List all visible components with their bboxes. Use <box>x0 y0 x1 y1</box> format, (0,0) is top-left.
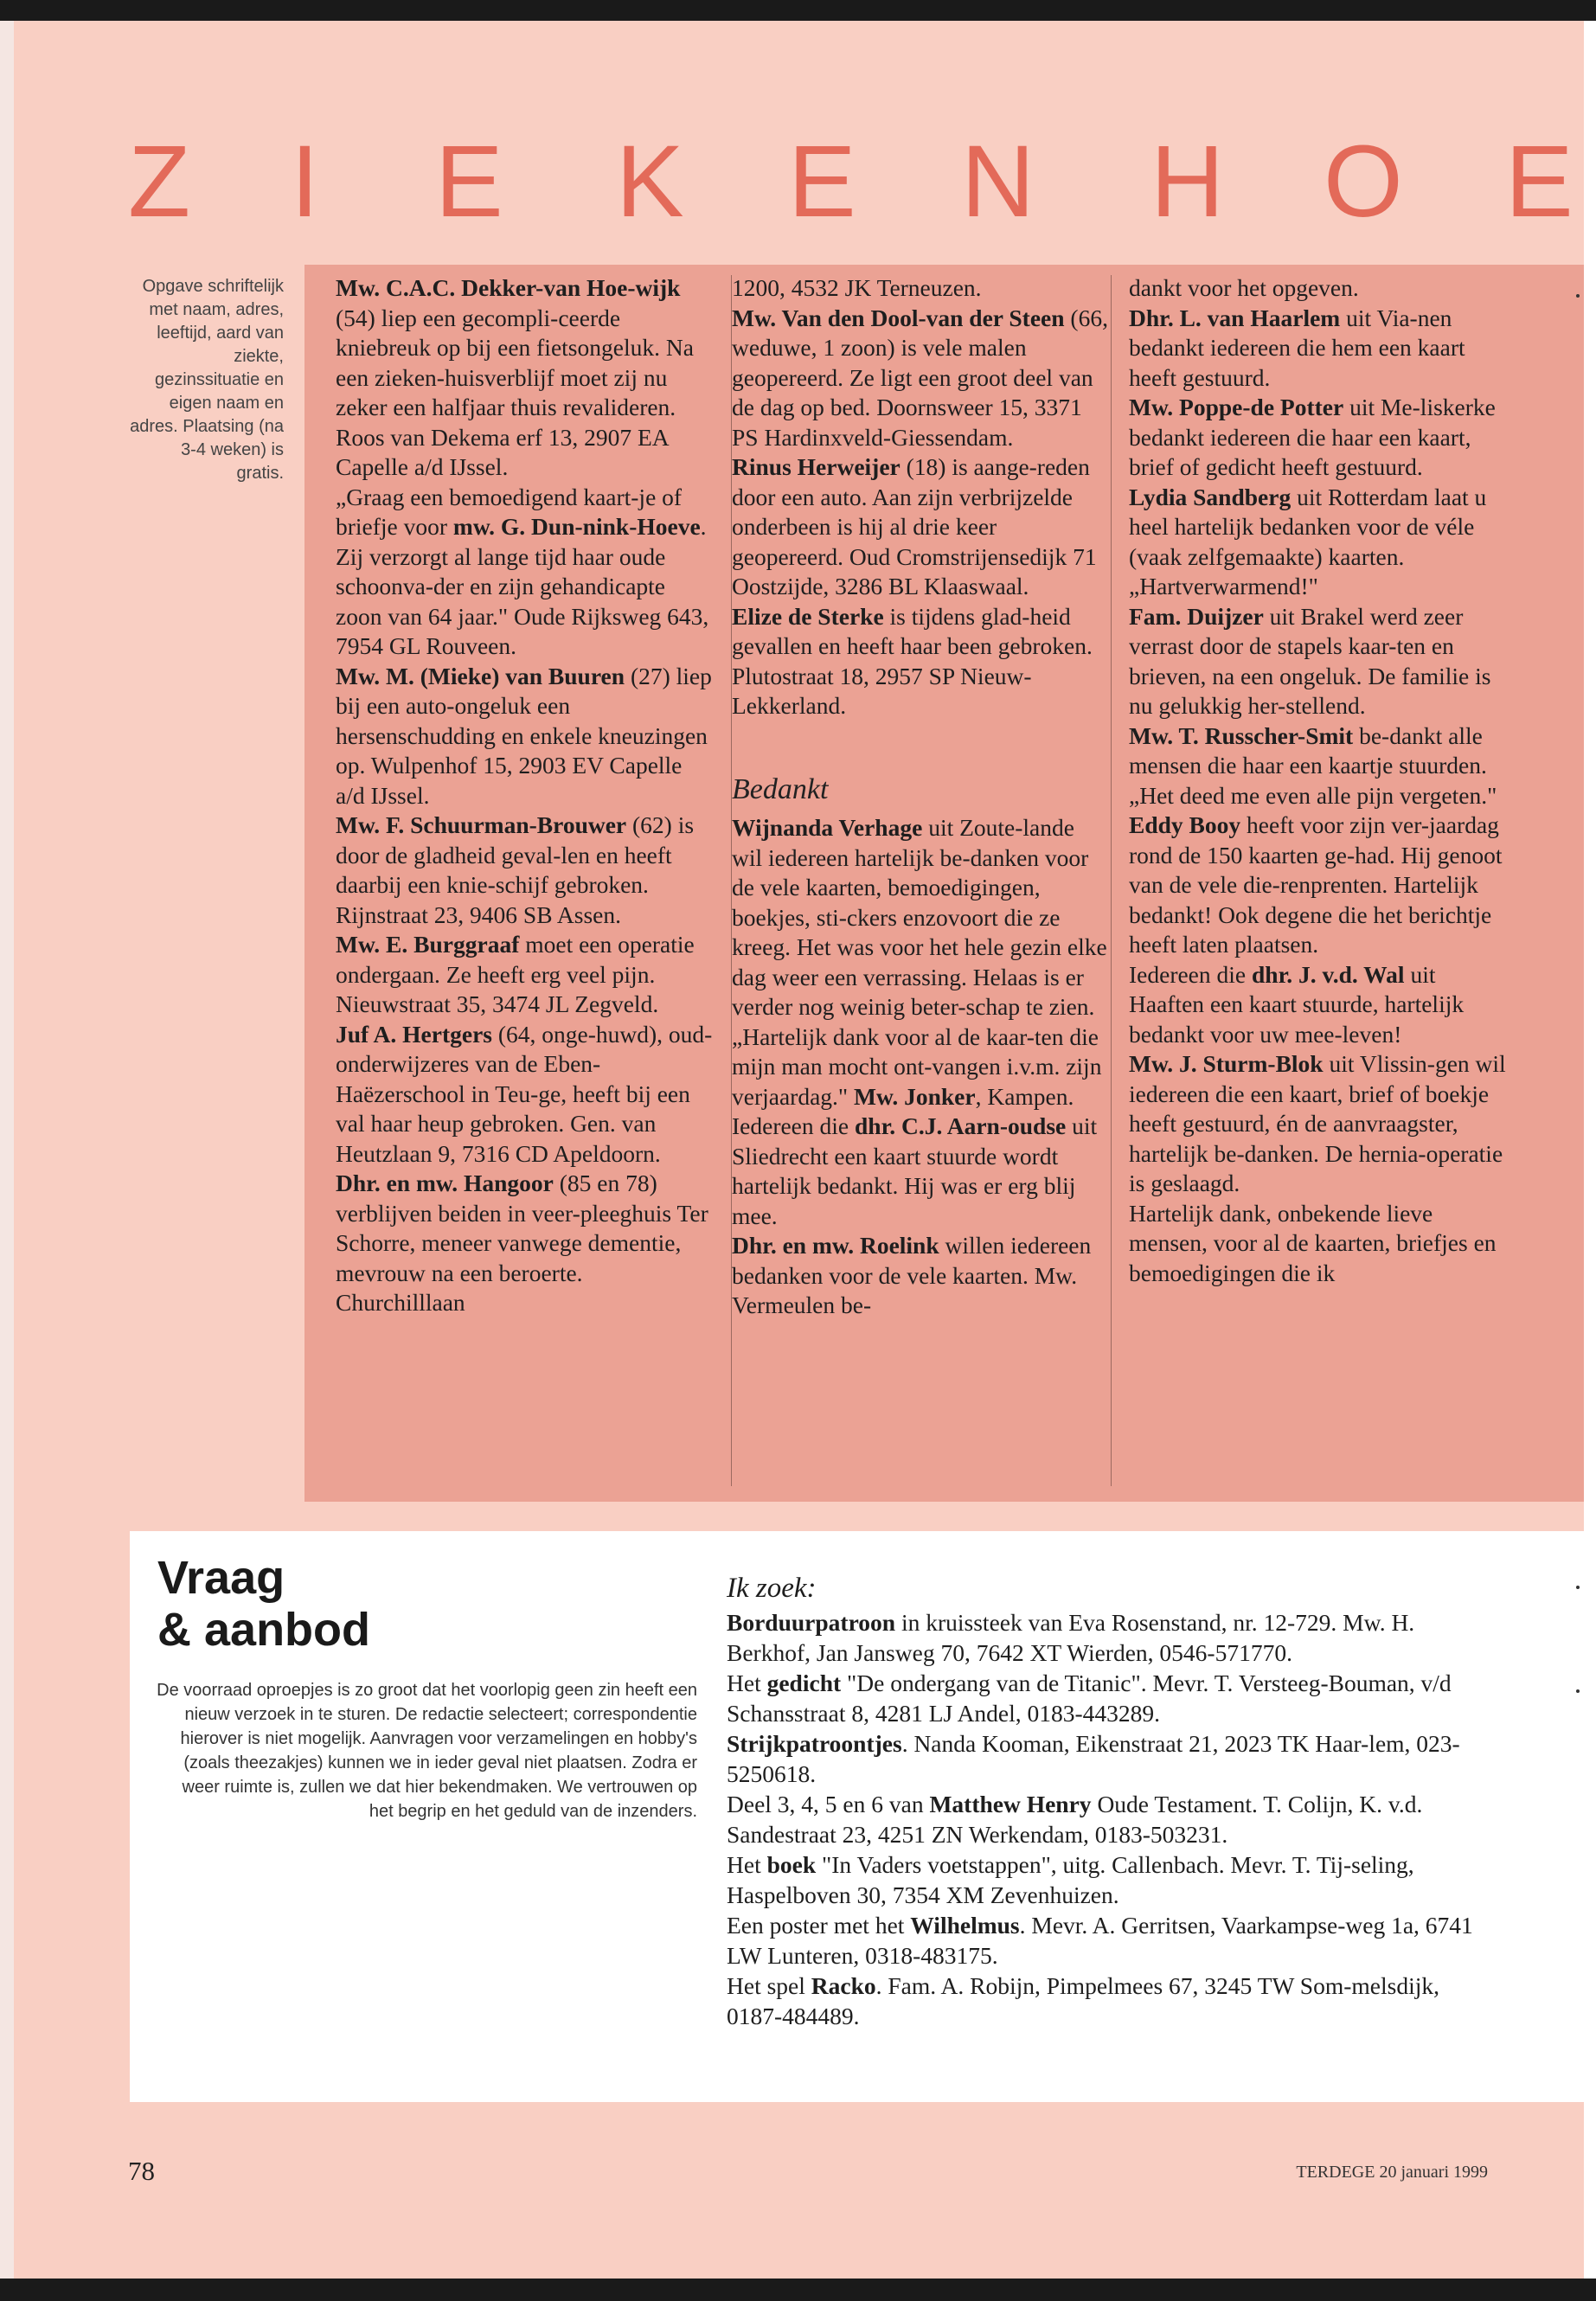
notice-name: dhr. J. v.d. Wal <box>1252 960 1405 988</box>
ik-zoek-items <box>727 1607 1488 2031</box>
notice <box>1129 960 1506 1050</box>
sick-notices-continued <box>732 273 1109 721</box>
notice-text: in kruissteek van Eva Rosenstand, nr. 12-729. Mw. H. Berkhof, Jan Jansweg 70, 7642 XT Wierden, 0546-571770. <box>727 1609 1415 1666</box>
notice-text: Een poster met het <box>727 1912 911 1939</box>
notice-text: (62) is door de gladheid geval-len en heeft daarbij een knie-schijf gebroken. Rijnstraat 23, 9406 SB Assen. <box>336 811 695 928</box>
margin-mark <box>1576 294 1580 298</box>
notice <box>732 813 1109 1022</box>
notice-text: (54) liep een gecompli-ceerde kniebreuk op bij een fietsongeluk. Na een zieken-huisverblijf moet zij nu zeker een halfjaar thuis revalideren. Roos van Dekema erf 13, 2907 EA Capelle a/d IJssel. <box>336 304 694 480</box>
notice <box>1129 721 1506 811</box>
notice <box>336 483 713 662</box>
notice-name: Lydia Sandberg <box>1129 483 1292 510</box>
thanks-notices <box>732 813 1109 1321</box>
notice-text: . Fam. A. Robijn, Pimpelmees 67, 3245 TW Som-melsdijk, 0187-484489. <box>727 1972 1439 2029</box>
notice <box>732 452 1109 602</box>
section-title-ziekenhoek <box>0 117 1596 247</box>
notice-name: Wijnanda Verhage <box>732 814 923 841</box>
notice-text: moet een operatie ondergaan. Ze heeft erg veel pijn. Nieuwstraat 35, 3474 JL Zegveld. <box>336 931 695 1017</box>
notice-text: dankt voor het opgeven. <box>1129 274 1359 301</box>
notice <box>732 304 1109 453</box>
notice-text: heeft voor zijn ver-jaardag rond de 150 kaarten ge-had. Hij genoot van de vele die-renprenten. Hartelijk bedankt! Ook degene die het berichtje heeft laten plaatsen. <box>1129 811 1503 958</box>
notice-name: boek <box>766 1851 817 1878</box>
notice-text: Iedereen die <box>732 1112 855 1139</box>
notice-text: (18) is aange-reden door een auto. Aan zijn verbrijzelde onderbeen is hij al drie keer geopereerd. Oud Cromstrijensedijk 71 Oostzijde, 3286 BL Klaaswaal. <box>732 453 1097 599</box>
wanted-item <box>727 1668 1488 1728</box>
wanted-item <box>727 1607 1488 1668</box>
notice-name: Dhr. en mw. Roelink <box>732 1232 939 1259</box>
ik-zoek-heading: Ik zoek: <box>727 1573 817 1604</box>
top-border <box>0 0 1596 21</box>
notice <box>1129 1049 1506 1199</box>
notice-name: Racko <box>811 1972 876 1999</box>
title-letter: E <box>1505 125 1574 239</box>
page-edge <box>0 21 14 2279</box>
notice <box>336 930 713 1020</box>
notice-text: , Kampen. <box>975 1082 1074 1110</box>
title-line: & aanbod <box>157 1604 371 1656</box>
wanted-item <box>727 1910 1488 1971</box>
wanted-item <box>727 1728 1488 1789</box>
wanted-item <box>727 1789 1488 1849</box>
notice-name: Mw. J. Sturm-Blok <box>1129 1050 1324 1077</box>
notice-name: gedicht <box>766 1670 842 1696</box>
notice-name: dhr. C.J. Aarn-oudse <box>855 1112 1067 1139</box>
notice <box>732 1112 1109 1231</box>
notice-text: (66, weduwe, 1 zoon) is vele malen geopereerd. Ze ligt een groot deel van de dag op bed. Doornsweer 15, 3371 PS Hardinxveld-Giessendam. <box>732 304 1108 451</box>
notice <box>1129 1199 1506 1289</box>
notice-name: Mw. E. Burggraaf <box>336 931 520 958</box>
notice-name: Mw. C.A.C. Dekker-van Hoe-wijk <box>336 274 681 301</box>
margin-mark <box>1576 1689 1580 1693</box>
notice <box>732 273 1109 304</box>
title-letter: I <box>291 125 319 239</box>
notice <box>1129 483 1506 602</box>
title-letter: O <box>1324 125 1403 239</box>
notice-name: Mw. Van den Dool-van der Steen <box>732 304 1065 331</box>
notice-name: Eddy Booy <box>1129 811 1241 838</box>
notice-name: Juf A. Hertgers <box>336 1020 492 1048</box>
notice <box>1129 811 1506 960</box>
title-letter: E <box>788 125 856 239</box>
title-line: Vraag <box>157 1552 285 1604</box>
notice-name: Elize de Sterke <box>732 602 884 630</box>
notice-text: . Zij verzorgt al lange tijd haar oude schoonva-der en zijn gehandicapte zoon van 64 jaar." Oude Rijksweg 643, 7954 GL Rouveen. <box>336 513 709 659</box>
notice <box>336 273 713 483</box>
column-thanks-notices <box>1129 273 1506 1288</box>
notice-text: "In Vaders voetstappen", uitg. Callenbach. Mevr. T. Tij-seling, Haspelboven 30, 7354 XM Zevenhuizen. <box>727 1851 1414 1908</box>
footer-publication: TERDEGE 20 januari 1999 <box>1296 2163 1488 2182</box>
margin-mark <box>1576 1586 1580 1589</box>
notice <box>336 811 713 930</box>
notice-name: Mw. Poppe-de Potter <box>1129 394 1344 420</box>
notice-text: „Hartelijk dank voor al de kaar-ten die mijn man mocht ont-vangen i.v.m. zijn verjaardag." <box>732 1022 1102 1110</box>
notice-text: uit Vlissin-gen wil iedereen die een kaart, brief of boekje heeft gestuurd, én de aanvraagster, hartelijk be-danken. De hernia-operatie is geslaagd. <box>1129 1050 1506 1196</box>
column-sick-notices-1 <box>336 273 713 1318</box>
title-letter: Z <box>128 125 191 239</box>
notice-text: uit Me-liskerke bedankt iedereen die haar een kaart, brief of gedicht heeft gestuurd. <box>1129 394 1496 480</box>
notice-text: willen iedereen bedanken voor de vele kaarten. Mw. Vermeulen be- <box>732 1232 1092 1318</box>
notice-text: 1200, 4532 JK Terneuzen. <box>732 274 982 301</box>
notice-name: Mw. M. (Mieke) van Buuren <box>336 662 625 689</box>
notice-text: "De ondergang van de Titanic". Mevr. T. Versteeg-Bouman, v/d Schansstraat 8, 4281 LJ Andel, 0183-443289. <box>727 1670 1452 1727</box>
notice-text: be-dankt alle mensen die haar een kaartje stuurden. „Het deed me even alle pijn vergeten." <box>1129 721 1497 809</box>
notice-text: „Graag een bemoedigend kaart-je of briefje voor <box>336 483 683 540</box>
section-heading-bedankt: Bedankt <box>732 772 829 805</box>
notice-name: Mw. T. Russcher-Smit <box>1129 721 1354 749</box>
notice-name: Dhr. L. van Haarlem <box>1129 304 1341 331</box>
notice-text: uit Zoute-lande wil iedereen hartelijk be-danken voor de vele kaarten, bemoedigingen, boekjes, sti-ckers enzovoort die ze kreeg. Het was voor het hele gezin elke dag weer een verrassing. Helaas is er verder nog weinig beter-schap te zien. <box>732 814 1107 1020</box>
notice-name: Borduurpatroon <box>727 1609 896 1636</box>
vraag-aanbod-title <box>157 1552 370 1656</box>
notice-name: Strijkpatroontjes <box>727 1730 902 1757</box>
notice-text: is tijdens glad-heid gevallen en heeft haar been gebroken. Plutostraat 18, 2957 SP Nieuw-Lekkerland. <box>732 602 1093 719</box>
notice <box>1129 304 1506 394</box>
notice <box>732 1231 1109 1321</box>
notice-text: (64, onge-huwd), oud-onderwijzeres van de Eben-Haëzerschool in Teu-ge, heeft bij een val haar heup gebroken. Gen. van Heutzlaan 9, 7316 CD Apeldoorn. <box>336 1020 713 1167</box>
bottom-border <box>0 2279 1596 2301</box>
notice-text: Het <box>727 1851 767 1878</box>
wanted-item <box>727 1849 1488 1910</box>
notice-name: Wilhelmus <box>910 1912 1020 1939</box>
title-letter: H <box>1151 125 1225 239</box>
notice <box>1129 393 1506 483</box>
notice-text: Het <box>727 1670 767 1696</box>
notice <box>336 1169 713 1318</box>
notice-name: Matthew Henry <box>929 1791 1092 1817</box>
notice-text: Iedereen die <box>1129 960 1252 988</box>
notice <box>732 602 1109 721</box>
notice <box>1129 273 1506 304</box>
notice <box>1129 602 1506 721</box>
notice-text: uit Haaften een kaart stuurde, hartelijk bedankt voor uw mee-leven! <box>1129 960 1465 1048</box>
notice-name: mw. G. Dun-nink-Hoeve <box>452 513 701 540</box>
notice-text: (85 en 78) verblijven beiden in veer-pleeghuis Ter Schorre, meneer vanwege dementie, mevrouw na een beroerte. Churchilllaan <box>336 1170 708 1316</box>
column-sick-notices-2 <box>732 273 1109 1321</box>
notice-text: uit Rotterdam laat u heel hartelijk bedanken voor de véle (vaak zelfgemaakte) kaarten. „Hartverwarmend!" <box>1129 483 1487 599</box>
notice-text: . Mevr. A. Gerritsen, Vaarkampse-weg 1a, 6741 LW Lunteren, 0318-483175. <box>727 1912 1473 1969</box>
notice-text: . Nanda Kooman, Eikenstraat 21, 2023 TK Haar-lem, 023-5250618. <box>727 1730 1460 1787</box>
notice-text: Hartelijk dank, onbekende lieve mensen, voor al de kaarten, briefjes en bemoedigingen die ik <box>1129 1199 1497 1286</box>
notice-text: Oude Testament. T. Colijn, K. v.d. Sandestraat 23, 4251 ZN Werkendam, 0183-503231. <box>727 1791 1423 1848</box>
notice-text: Het spel <box>727 1972 811 1999</box>
title-letter: E <box>435 125 503 239</box>
notice-name: Fam. Duijzer <box>1129 602 1264 630</box>
title-letter: N <box>961 125 1035 239</box>
ik-zoek-list <box>727 1571 1488 2031</box>
notice-name: Rinus Herweijer <box>732 453 901 480</box>
column-rule <box>1111 275 1112 1486</box>
notice-name: Mw. Jonker <box>854 1082 976 1110</box>
notice-text: Deel 3, 4, 5 en 6 van <box>727 1791 930 1817</box>
page-number: 78 <box>128 2156 155 2186</box>
notice-text: (27) liep bij een auto-ongeluk een hersenschudding en enkele kneuzingen op. Wulpenhof 15, 2903 EV Capelle a/d IJssel. <box>336 662 712 809</box>
title-letter: K <box>616 125 684 239</box>
notice-text: uit Sliedrecht een kaart stuurde wordt hartelijk bedankt. Hij was er erg blij mee. <box>732 1112 1098 1229</box>
wanted-item <box>727 1971 1488 2031</box>
notice-name: Dhr. en mw. Hangoor <box>336 1170 554 1196</box>
submission-note: Opgave schriftelijk met naam, adres, leeftijd, aard van ziekte, gezinssituatie en eigen naam en adres. Plaatsing (na 3-4 weken) is gratis. <box>130 277 284 483</box>
notice <box>336 1020 713 1170</box>
notice-name: Mw. F. Schuurman-Brouwer <box>336 811 627 838</box>
notice <box>336 662 713 811</box>
notice-text: uit Via-nen bedankt iedereen die hem een kaart heeft gestuurd. <box>1129 304 1465 391</box>
notice-text: uit Brakel werd zeer verrast door de stapels kaar-ten en brieven, na een ongeluk. De familie is nu gelukkig her-stellend. <box>1129 602 1491 719</box>
notice <box>732 1022 1109 1112</box>
vraag-aanbod-intro: De voorraad oproepjes is zo groot dat het voorlopig geen zin heeft een nieuw verzoek in te sturen. De redactie selecteert; correspondentie hierover is niet mogelijk. Aanvragen voor verzamelingen en hobby's (zoals theezakjes) kunnen we in ieder geval niet plaatsen. Zodra er weer ruimte is, zullen we dat hier bekendmaken. We vertrouwen op het begrip en het geduld van de inzenders. <box>157 1681 697 1821</box>
